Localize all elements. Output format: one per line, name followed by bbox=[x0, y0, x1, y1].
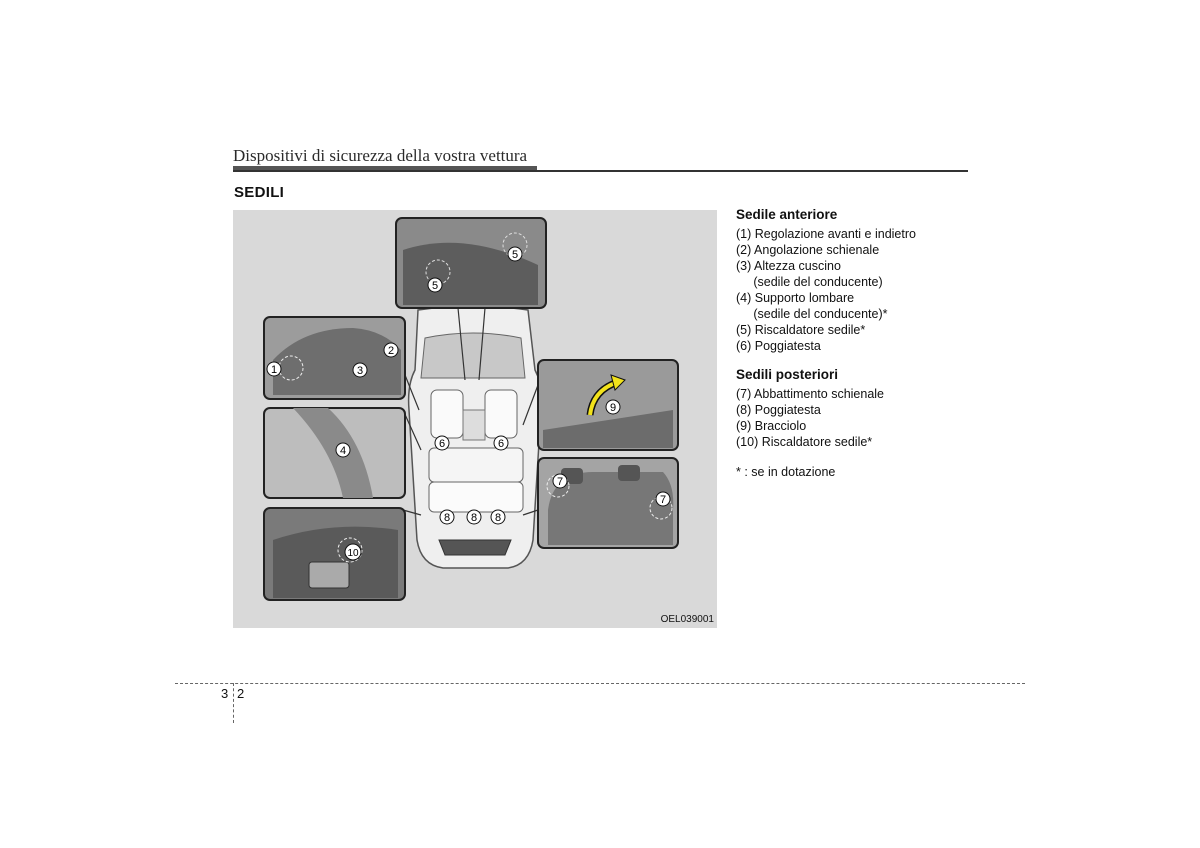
seats-diagram bbox=[233, 210, 717, 628]
legend-rear-item: (8) Poggiatesta bbox=[736, 403, 821, 417]
callout-9 bbox=[606, 400, 620, 414]
inset-front-seat bbox=[264, 317, 405, 399]
callout-1 bbox=[267, 362, 281, 376]
svg-text:5: 5 bbox=[431, 280, 439, 292]
svg-text:6: 6 bbox=[497, 438, 505, 450]
legend-front-item: (sedile del conducente)* bbox=[736, 307, 888, 321]
legend-front-item: (4) Supporto lombare bbox=[736, 291, 855, 305]
car-top-view bbox=[409, 306, 542, 568]
legend-front-item: (5) Riscaldatore sedile* bbox=[736, 323, 866, 337]
callout-8c bbox=[491, 510, 505, 524]
svg-text:7: 7 bbox=[556, 476, 564, 488]
inset-seat-heater-switches bbox=[396, 218, 546, 308]
svg-text:3: 3 bbox=[356, 365, 364, 377]
callout-7b bbox=[656, 492, 670, 506]
legend-front-item: (2) Angolazione schienale bbox=[736, 243, 880, 257]
legend-rear-heading: Sedili posteriori bbox=[736, 367, 839, 382]
callout-8a bbox=[440, 510, 454, 524]
callout-5a bbox=[428, 278, 442, 292]
svg-text:5: 5 bbox=[511, 249, 519, 261]
callout-3 bbox=[353, 363, 367, 377]
legend-footnote: * : se in dotazione bbox=[736, 465, 836, 479]
svg-text:9: 9 bbox=[609, 402, 617, 414]
svg-text:8: 8 bbox=[494, 512, 502, 524]
legend-rear-item: (10) Riscaldatore sedile* bbox=[736, 435, 873, 449]
svg-text:10: 10 bbox=[347, 548, 359, 559]
legend-front-item: (sedile del conducente) bbox=[736, 275, 883, 289]
callout-5b bbox=[508, 247, 522, 261]
chapter-number: 3 bbox=[221, 686, 229, 701]
figure-code: OEL039001 bbox=[660, 614, 714, 625]
svg-text:1: 1 bbox=[270, 364, 278, 376]
legend-front-item: (3) Altezza cuscino bbox=[736, 259, 841, 273]
callout-4 bbox=[336, 443, 350, 457]
legend-rear-item: (7) Abbattimento schienale bbox=[736, 387, 885, 401]
footer-rule bbox=[175, 683, 1025, 684]
callout-8b bbox=[467, 510, 481, 524]
svg-text:2: 2 bbox=[387, 345, 395, 357]
callout-6a bbox=[435, 436, 449, 450]
legend-rear-item: (9) Bracciolo bbox=[736, 419, 807, 433]
section-title: SEDILI bbox=[234, 184, 285, 201]
legend-front-heading: Sedile anteriore bbox=[736, 207, 838, 222]
svg-text:8: 8 bbox=[470, 512, 478, 524]
running-header: Dispositivi di sicurezza della vostra vettura bbox=[233, 146, 528, 165]
callout-10 bbox=[345, 544, 361, 560]
page-number: 2 bbox=[237, 686, 245, 701]
inset-rear-seat-heater bbox=[264, 508, 405, 600]
inset-lumbar-support bbox=[264, 408, 405, 498]
header-rule bbox=[233, 170, 968, 172]
legend-front-item: (1) Regolazione avanti e indietro bbox=[736, 227, 916, 241]
callout-6b bbox=[494, 436, 508, 450]
callout-2 bbox=[384, 343, 398, 357]
svg-text:8: 8 bbox=[443, 512, 451, 524]
callout-7a bbox=[553, 474, 567, 488]
seats-illustration bbox=[233, 210, 717, 628]
svg-text:4: 4 bbox=[339, 445, 347, 457]
svg-text:6: 6 bbox=[438, 438, 446, 450]
legend bbox=[736, 207, 976, 480]
svg-text:7: 7 bbox=[659, 494, 667, 506]
legend-front-item: (6) Poggiatesta bbox=[736, 339, 821, 353]
footer-divider bbox=[233, 683, 234, 723]
